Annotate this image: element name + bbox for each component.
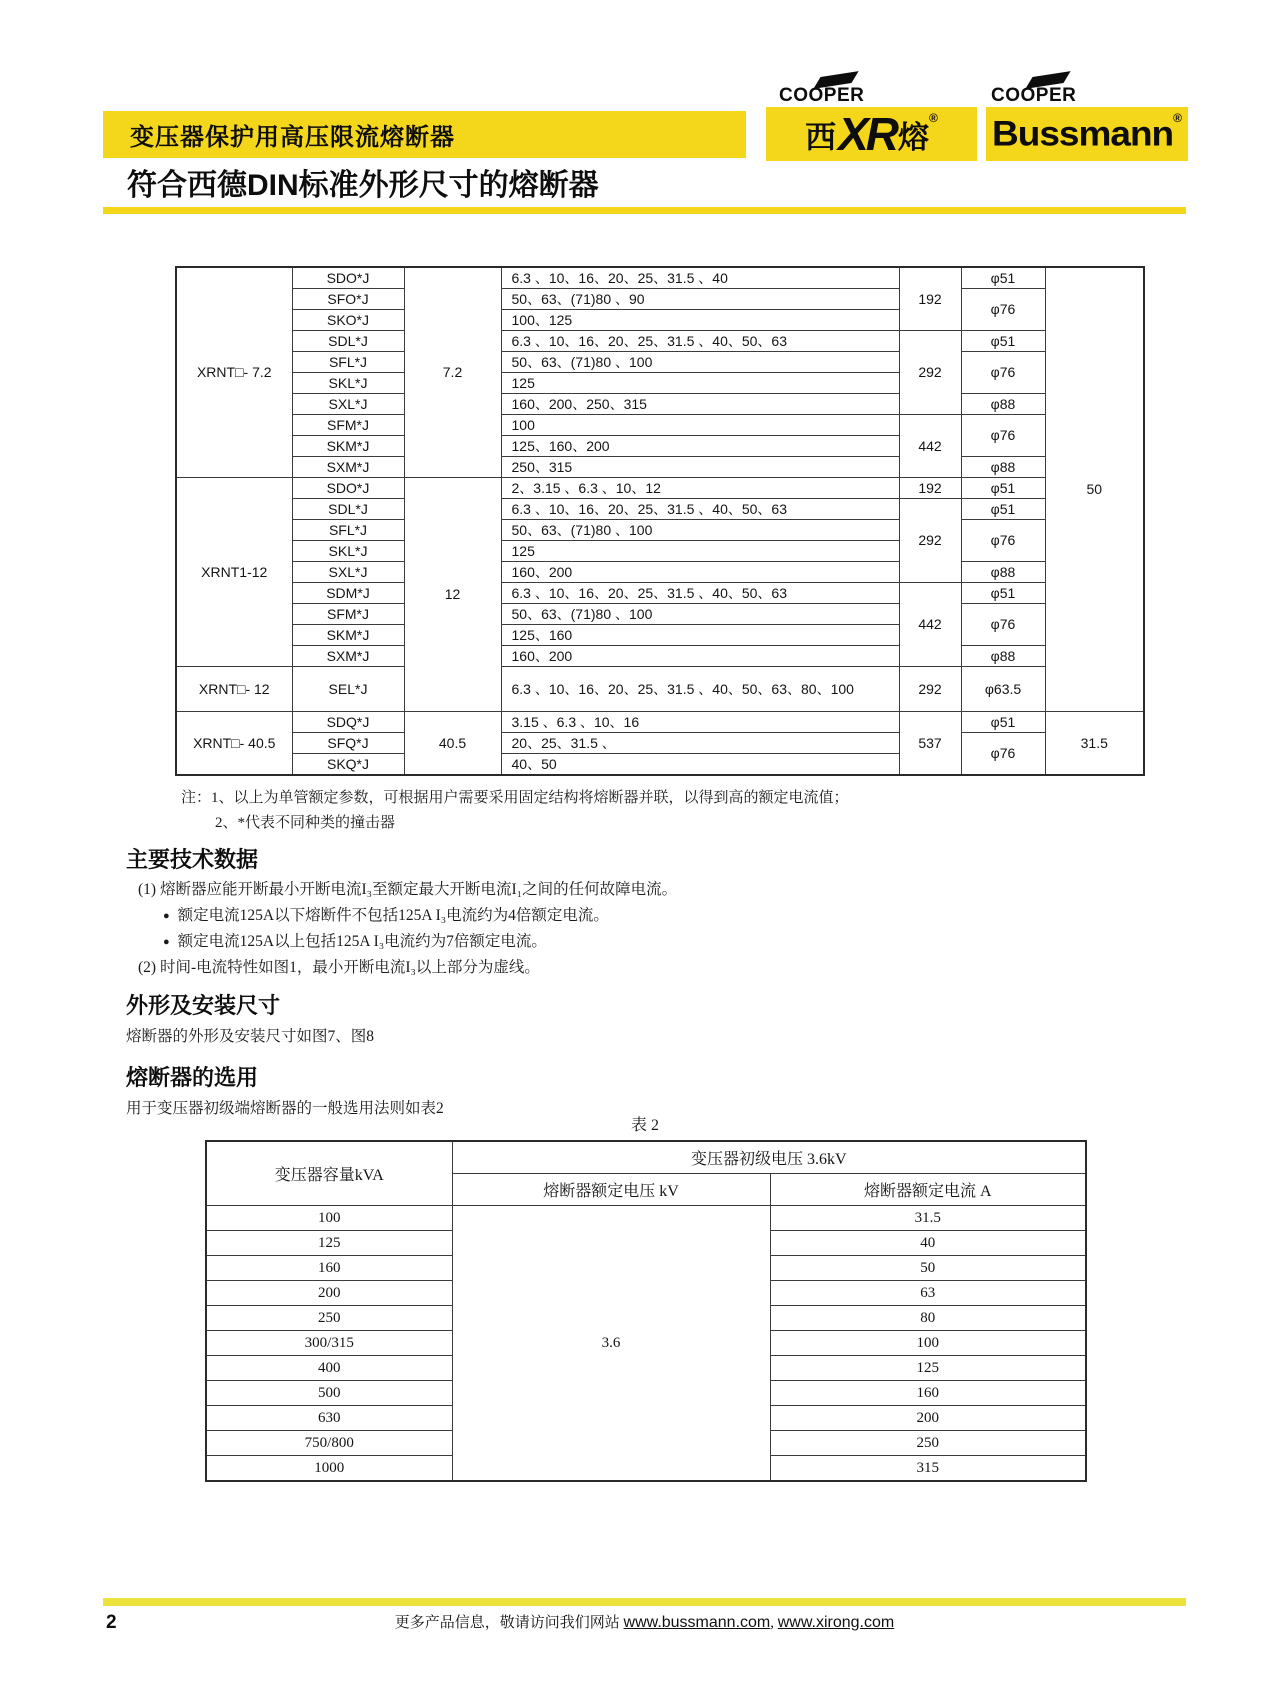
cell-type: SKQ*J (292, 754, 404, 776)
cell-kva: 160 (206, 1256, 452, 1281)
cell-type: SDO*J (292, 267, 404, 289)
cell-type: SFM*J (292, 604, 404, 625)
cell-current: 200 (770, 1406, 1086, 1431)
cell-length: 192 (899, 267, 961, 331)
cell-current: 31.5 (770, 1206, 1086, 1231)
cell-currents: 6.3 、10、16、20、25、31.5 、40、50、63 (501, 499, 899, 520)
cell-currents: 2、3.15 、6.3 、10、12 (501, 478, 899, 499)
cell-currents: 6.3 、10、16、20、25、31.5 、40、50、63 (501, 331, 899, 352)
cell-type: SXL*J (292, 562, 404, 583)
cell-kva: 125 (206, 1231, 452, 1256)
cell-diameter: φ88 (961, 646, 1045, 667)
cell-currents: 50、63、(71)80 、100 (501, 520, 899, 541)
xirong-logo (766, 107, 977, 161)
cell-kva: 200 (206, 1281, 452, 1306)
fuse-ratings-table (175, 266, 1145, 776)
table-row (176, 415, 1144, 436)
cell-currents: 6.3 、10、16、20、25、31.5 、40、50、63、80、100 (501, 667, 899, 712)
section-heading-selection: 熔断器的选用 (126, 1065, 259, 1090)
tech-item-2: (2) 时间-电流特性如图1，最小开断电流I₃以上部分为虚线。 (138, 959, 540, 976)
cell-type: SDL*J (292, 331, 404, 352)
cell-diameter: φ51 (961, 712, 1045, 733)
cell-current: 315 (770, 1456, 1086, 1482)
cell-diameter: φ76 (961, 733, 1045, 776)
cell-type: SDQ*J (292, 712, 404, 733)
cell-current: 125 (770, 1356, 1086, 1381)
footer-message: 更多产品信息，敬请访问我们网站 (394, 1615, 624, 1631)
footer-link-bussmann[interactable]: www.bussmann.com (623, 1614, 771, 1631)
cell-diameter: φ76 (961, 352, 1045, 394)
table-row (176, 478, 1144, 499)
table-row (176, 667, 1144, 712)
table-row (176, 394, 1144, 415)
cell-type: SXM*J (292, 646, 404, 667)
cell-kva: 1000 (206, 1456, 452, 1482)
cooper-wordmark-xirong (779, 87, 864, 107)
bussmann-wordmark: Bussmann (992, 113, 1174, 154)
table-row (176, 733, 1144, 754)
table-row (176, 646, 1144, 667)
cell-type: SXM*J (292, 457, 404, 478)
cell-diameter: φ76 (961, 415, 1045, 457)
cell-type: SFL*J (292, 520, 404, 541)
selection-body: 用于变压器初级端熔断器的一般选用法则如表2 (126, 1100, 444, 1117)
cell-type: SFM*J (292, 415, 404, 436)
cell-diameter: φ76 (961, 289, 1045, 331)
cell-currents: 125、160 (501, 625, 899, 646)
header-primary-voltage: 变压器初级电压 3.6kV (452, 1141, 1086, 1174)
header-title: 变压器保护用高压限流熔断器 (130, 124, 455, 151)
cell-length: 442 (899, 583, 961, 667)
table-row (176, 562, 1144, 583)
section-heading-tech-data: 主要技术数据 (126, 847, 259, 872)
cell-currents: 160、200 (501, 562, 899, 583)
table-row (176, 604, 1144, 625)
cell-breaking-current: 31.5 (1045, 712, 1144, 776)
cell-currents: 125 (501, 373, 899, 394)
cell-model: XRNT□- 12 (176, 667, 292, 712)
cell-diameter: φ88 (961, 562, 1045, 583)
cell-type: SFL*J (292, 352, 404, 373)
cell-currents: 3.15 、6.3 、10、16 (501, 712, 899, 733)
cell-currents: 50、63、(71)80 、100 (501, 352, 899, 373)
cell-diameter: φ51 (961, 267, 1045, 289)
cell-kva: 500 (206, 1381, 452, 1406)
cell-currents: 160、200、250、315 (501, 394, 899, 415)
cell-current: 40 (770, 1231, 1086, 1256)
table-row (176, 267, 1144, 289)
cell-currents: 125、160、200 (501, 436, 899, 457)
table-row (176, 352, 1144, 373)
table-row (176, 331, 1144, 352)
cell-currents: 125 (501, 541, 899, 562)
cell-diameter: φ76 (961, 520, 1045, 562)
table-notes (181, 786, 849, 836)
cell-currents: 6.3 、10、16、20、25、31.5 、40 (501, 267, 899, 289)
cell-kva: 630 (206, 1406, 452, 1431)
table2-caption: 表 2 (630, 1117, 659, 1134)
cell-voltage: 40.5 (404, 712, 501, 776)
cell-type: SFQ*J (292, 733, 404, 754)
table-row (176, 289, 1144, 310)
bussmann-logo (986, 107, 1188, 161)
note-line-1: 注：1、以上为单管额定参数，可根据用户需要采用固定结构将熔断器并联，以得到高的额定电流值； (181, 790, 849, 806)
selection-table (205, 1140, 1087, 1482)
page-number: 2 (106, 1612, 117, 1633)
cell-currents: 6.3 、10、16、20、25、31.5 、40、50、63 (501, 583, 899, 604)
bullet-icon: ● (163, 910, 170, 922)
cell-diameter: φ51 (961, 583, 1045, 604)
tech-item-1: (1) 熔断器应能开断最小开断电流I₃至额定最大开断电流I₁之间的任何故障电流。 (138, 881, 678, 898)
title-underline (103, 207, 1186, 214)
table-row (176, 712, 1144, 733)
cell-currents: 20、25、31.5 、 (501, 733, 899, 754)
cell-currents: 100 (501, 415, 899, 436)
header-rated-voltage: 熔断器额定电压 kV (452, 1174, 770, 1206)
tech-bullet-1 (163, 903, 609, 925)
cell-diameter: φ51 (961, 478, 1045, 499)
cell-current: 63 (770, 1281, 1086, 1306)
cell-type: SXL*J (292, 394, 404, 415)
table-row (206, 1206, 1086, 1231)
tech-bullet-2-text: 额定电流125A以上包括125A I₃电流约为7倍额定电流。 (177, 933, 547, 950)
cell-diameter: φ76 (961, 604, 1045, 646)
cell-type: SDM*J (292, 583, 404, 604)
cell-voltage: 12 (404, 478, 501, 712)
cell-kva: 100 (206, 1206, 452, 1231)
table-row (176, 520, 1144, 541)
cell-kva: 400 (206, 1356, 452, 1381)
cell-breaking-current: 50 (1045, 267, 1144, 712)
xirong-logo-left-char: 西 (805, 119, 837, 155)
cell-model: XRNT1-12 (176, 478, 292, 667)
cell-length: 292 (899, 499, 961, 583)
cell-currents: 160、200 (501, 646, 899, 667)
header-capacity: 变压器容量kVA (206, 1141, 452, 1206)
table-row (206, 1141, 1086, 1174)
page-title: 符合西德DIN标准外形尺寸的熔断器 (127, 169, 599, 202)
section-heading-outline: 外形及安装尺寸 (126, 993, 281, 1018)
cell-diameter: φ88 (961, 394, 1045, 415)
cell-type: SFO*J (292, 289, 404, 310)
cooper-wordmark-bussmann (991, 87, 1076, 107)
cell-length: 537 (899, 712, 961, 776)
table-row (176, 457, 1144, 478)
table-row (176, 499, 1144, 520)
cell-currents: 100、125 (501, 310, 899, 331)
footer-link-xirong[interactable]: www.xirong.com (777, 1614, 895, 1631)
cell-current: 80 (770, 1306, 1086, 1331)
cell-voltage: 3.6 (452, 1206, 770, 1482)
registered-mark: ® (1173, 111, 1182, 125)
bullet-icon: ● (163, 936, 170, 948)
header-rated-current: 熔断器额定电流 A (770, 1174, 1086, 1206)
table-row (176, 583, 1144, 604)
cell-kva: 250 (206, 1306, 452, 1331)
cell-length: 292 (899, 667, 961, 712)
cell-model: XRNT□- 40.5 (176, 712, 292, 776)
cell-currents: 40、50 (501, 754, 899, 776)
cell-type: SDL*J (292, 499, 404, 520)
outline-body: 熔断器的外形及安装尺寸如图7、图8 (126, 1028, 375, 1045)
cell-diameter: φ51 (961, 499, 1045, 520)
cell-current: 50 (770, 1256, 1086, 1281)
cell-currents: 250、315 (501, 457, 899, 478)
cell-currents: 50、63、(71)80 、90 (501, 289, 899, 310)
xr-mark-icon: XR (838, 108, 897, 160)
tech-bullet-2 (163, 929, 547, 951)
cell-current: 100 (770, 1331, 1086, 1356)
cell-length: 192 (899, 478, 961, 499)
cooper-label: COOPER (991, 85, 1077, 106)
cell-current: 250 (770, 1431, 1086, 1456)
footer-separator: , (770, 1615, 778, 1631)
tech-bullet-1-text: 额定电流125A以下熔断件不包括125A I₃电流约为4倍额定电流。 (177, 907, 609, 924)
cooper-label: COOPER (779, 85, 865, 106)
cell-currents: 50、63、(71)80 、100 (501, 604, 899, 625)
note-line-2: 2、*代表不同种类的撞击器 (215, 815, 396, 831)
cell-type: SKO*J (292, 310, 404, 331)
cell-type: SKM*J (292, 436, 404, 457)
cell-type: SDO*J (292, 478, 404, 499)
cell-type: SKM*J (292, 625, 404, 646)
cell-kva: 750/800 (206, 1431, 452, 1456)
cell-type: SKL*J (292, 373, 404, 394)
cell-voltage: 7.2 (404, 267, 501, 478)
cell-type: SEL*J (292, 667, 404, 712)
cell-diameter: φ63.5 (961, 667, 1045, 712)
cell-diameter: φ51 (961, 331, 1045, 352)
cell-length: 292 (899, 331, 961, 415)
cell-length: 442 (899, 415, 961, 478)
cell-diameter: φ88 (961, 457, 1045, 478)
cell-type: SKL*J (292, 541, 404, 562)
header-title-bar (103, 111, 746, 158)
xirong-logo-right-char: 熔 (898, 119, 930, 155)
registered-mark: ® (929, 111, 938, 125)
footer-text (103, 1611, 1186, 1632)
cell-current: 160 (770, 1381, 1086, 1406)
cell-model: XRNT□- 7.2 (176, 267, 292, 478)
cell-kva: 300/315 (206, 1331, 452, 1356)
footer-rule (103, 1598, 1186, 1606)
